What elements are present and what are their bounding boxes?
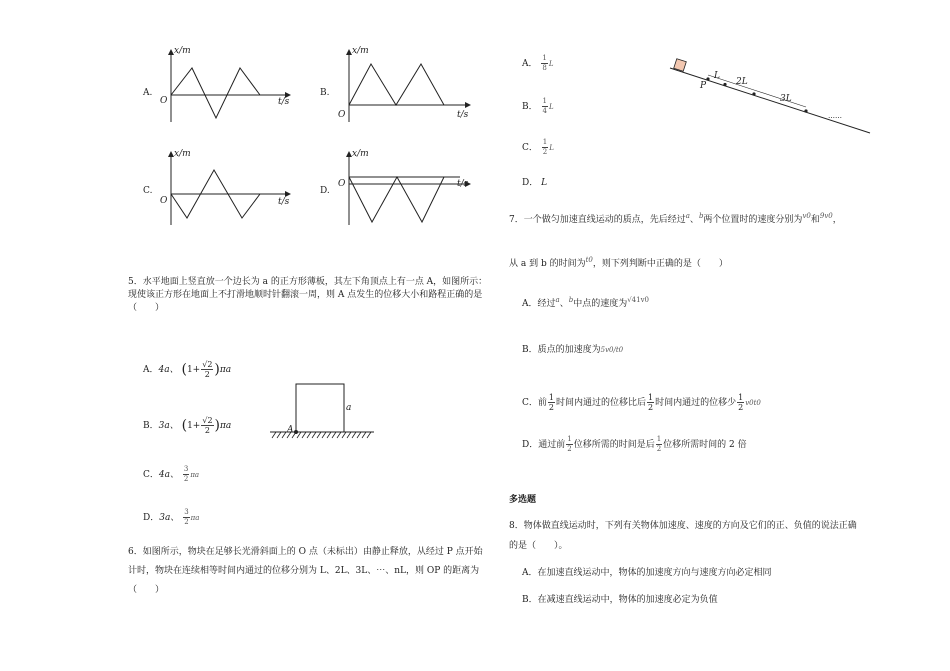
graph-a-yaxis-label: x/m	[174, 46, 191, 56]
graph-b-yaxis-label: x/m	[352, 46, 369, 56]
graph-b-xaxis-label: t/s	[457, 110, 469, 120]
q7-option-a: A．经过$^a$、$^b$中点的速度为$^{√41v0}$	[522, 296, 649, 309]
graph-a	[171, 50, 290, 122]
graph-a-origin: O	[160, 96, 168, 106]
q7-option-d: D．通过前 $\frac{1}{2}$ 位移所需的时间是后 $\frac{1}{2}$ 位移所需时间的 2 倍	[522, 435, 747, 453]
q6-option-b: B． $\frac{1}{4}$ L	[522, 97, 554, 115]
q5-figure	[266, 380, 378, 442]
q6-fig-label-3l: 3L	[780, 94, 792, 104]
q6-text: 6．如图所示，物块在足够长光滑斜面上的 O 点（未标出）由静止释放，从经过 P 点开始计时，物块在连续相等时间内通过的位移分别为 L、2L、3L、⋯、nL，则 OP 的距离为（ ）	[128, 547, 483, 595]
q6-fig-label-2l: 2L	[736, 77, 748, 87]
graph-b-origin: O	[338, 110, 346, 120]
graph-a-option: A.	[143, 88, 153, 98]
q6-option-c: C． $\frac{1}{2}$ L	[522, 138, 554, 156]
q6-option-a: A． $\frac{1}{8}$ L	[522, 54, 554, 72]
q7-stem-line2: 从 a 到 b 的时间为$^{t0}$，则下列判断中正确的是（ ）	[509, 256, 728, 269]
xt-graphs	[140, 40, 480, 235]
q7-option-c: C．前 $\frac{1}{2}$ 时间内通过的位移比后 $\frac{1}{2}$ 时间内通过的位移少 $\frac{1}{2}$ v0t0	[522, 393, 761, 412]
section-title-multiple-choice: 多选题	[509, 495, 537, 505]
graph-d-yaxis-label: x/m	[352, 149, 369, 159]
q6-incline-figure	[665, 58, 875, 140]
graph-d-origin: O	[338, 179, 346, 189]
q5-fig-side-label: a	[346, 403, 352, 413]
q8-option-a: A．在加速直线运动中，物体的加速度方向与速度方向必定相同	[522, 568, 772, 578]
q5-text: 5．水平地面上竖直放一个边长为 a 的正方形薄板，其左下角顶点上有一点 A，如图所示：现使该正方形在地面上不打滑地顺时针翻滚一周，则 A 点发生的位移大小和路程正确的是（ ）	[128, 277, 488, 313]
graph-c-option: C.	[143, 186, 153, 196]
graph-d-option: D.	[320, 186, 330, 196]
q8-text: 8．物体做直线运动时，下列有关物体加速度、速度的方向及它们的正、负值的说法正确的是（ ）。	[509, 521, 857, 551]
q7-stem-line1: 7．一个做匀加速直线运动的质点，先后经过$^a$、$^b$两个位置时的速度分别为$^{v0}$和$^{9v0}$，	[509, 212, 842, 225]
graph-b	[349, 50, 470, 122]
q5-option-d: D．3a、 $\frac{3}{2}$ πa	[143, 508, 200, 526]
q5-option-a: A．4a、 (1+ $\frac{√2}{2}$ )πa	[143, 360, 232, 379]
q6-fig-ellipsis: ……	[828, 112, 842, 120]
graph-a-xaxis-label: t/s	[278, 97, 290, 107]
q5-fig-point-label: A	[287, 425, 294, 435]
graph-b-option: B.	[320, 88, 330, 98]
q8-option-b: B．在减速直线运动中，物体的加速度必定为负值	[522, 595, 718, 605]
q5-option-b: B．3a、 (1+ $\frac{√2}{2}$ )πa	[143, 416, 232, 435]
graph-c-yaxis-label: x/m	[174, 149, 191, 159]
q7-option-b: B．质点的加速度为5v0/t0	[522, 345, 624, 355]
q6-fig-point-p: P	[700, 81, 707, 91]
graph-d	[349, 152, 470, 225]
q6-fig-label-l: L	[714, 71, 720, 81]
graph-c-xaxis-label: t/s	[278, 197, 290, 207]
graph-c	[171, 152, 290, 225]
graph-d-xaxis-label: t/s	[457, 179, 469, 189]
q6-option-d: D． L	[522, 178, 548, 188]
graph-c-origin: O	[160, 196, 168, 206]
q5-option-c: C．4a、 $\frac{3}{2}$ πa	[143, 465, 200, 483]
